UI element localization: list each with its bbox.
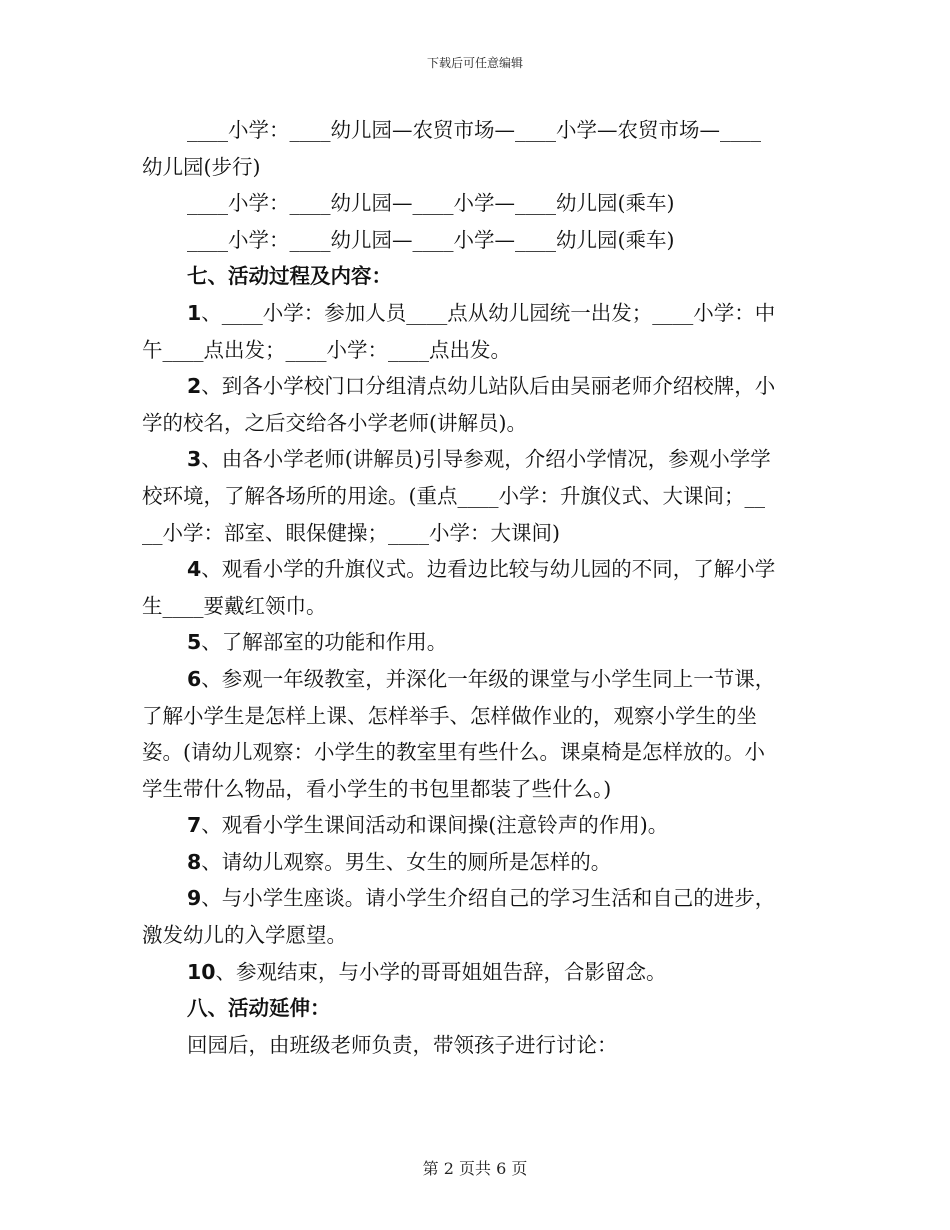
page-header: 下载后可任意编辑: [426, 56, 523, 70]
item-text: 、观看小学的升旗仪式。边看边比较与幼儿园的不同，了解小学: [201, 557, 776, 582]
list-item: [142, 368, 810, 405]
item-text: 、请幼儿观察。男生、女生的厕所是怎样的。: [201, 849, 612, 874]
item-text: 、参观一年级教室，并深化一年级的课堂与小学生同上一节课，: [201, 666, 776, 691]
item-text: 、到各小学校门口分组清点幼儿站队后由吴丽老师介绍校牌，小: [201, 374, 776, 399]
list-item: [142, 624, 810, 661]
item-text: 学生带什么物品，看小学生的书包里都装了些什么。): [142, 776, 612, 801]
item-number: 6: [187, 666, 202, 691]
item-number: 5: [187, 630, 202, 655]
item-text: 、____小学：参加人员____点从幼儿园统一出发；____小学：中: [201, 300, 776, 325]
item-number: 7: [187, 813, 202, 838]
item-text: 学的校名，之后交给各小学老师(讲解员)。: [142, 410, 527, 435]
item-text: 了解小学生是怎样上课、怎样举手、怎样做作业的，观察小学生的坐: [142, 703, 757, 728]
item-text: 激发幼儿的入学愿望。: [142, 923, 347, 948]
item-text: 、由各小学老师(讲解员)引导参观，介绍小学情况，参观小学学: [201, 447, 771, 472]
list-item: [142, 441, 810, 478]
list-item: [142, 295, 810, 332]
item-text: 生____要戴红领巾。: [142, 593, 327, 618]
page-footer: 第 2 页共 6 页: [422, 1159, 528, 1178]
section-heading: 七、活动过程及内容：: [187, 264, 392, 289]
list-item: [142, 661, 810, 698]
route-line: ____小学：____幼儿园—____小学—____幼儿园(乘车): [187, 191, 675, 216]
list-item: [142, 807, 810, 844]
list-item: [142, 954, 810, 991]
item-text: 、参观结束，与小学的哥哥姐姐告辞，合影留念。: [215, 959, 667, 984]
item-text: 校环境，了解各场所的用途。(重点____小学：升旗仪式、大课间；__: [142, 483, 765, 508]
section-heading: 八、活动延伸：: [187, 996, 331, 1021]
item-number: 1: [187, 300, 202, 325]
item-number: 8: [187, 849, 202, 874]
route-line: ____小学：____幼儿园—____小学—____幼儿园(乘车): [187, 227, 675, 252]
item-text: __小学：部室、眼保健操；____小学：大课间): [142, 520, 560, 545]
route-line: ____小学：____幼儿园—农贸市场—____小学—农贸市场—____: [187, 118, 761, 142]
item-text: 姿。(请幼儿观察：小学生的教室里有些什么。课桌椅是怎样放的。小: [142, 740, 765, 765]
route-line: 幼儿园(步行): [142, 154, 261, 179]
item-text: 、观看小学生课间活动和课间操(注意铃声的作用)。: [201, 813, 669, 838]
list-item: [142, 844, 810, 881]
document-body: [142, 112, 810, 1063]
item-number: 4: [187, 557, 202, 582]
list-item: [142, 880, 810, 917]
item-text: 、了解部室的功能和作用。: [201, 630, 448, 655]
item-number: 3: [187, 447, 202, 472]
item-number: 10: [187, 959, 216, 984]
item-number: 9: [187, 886, 202, 911]
item-text: 午____点出发；____小学：____点出发。: [142, 337, 511, 362]
item-number: 2: [187, 374, 202, 399]
item-text: 、与小学生座谈。请小学生介绍自己的学习生活和自己的进步，: [201, 886, 776, 911]
closing-paragraph: 回园后，由班级老师负责，带领孩子进行讨论：: [187, 1032, 618, 1057]
list-item: [142, 551, 810, 588]
